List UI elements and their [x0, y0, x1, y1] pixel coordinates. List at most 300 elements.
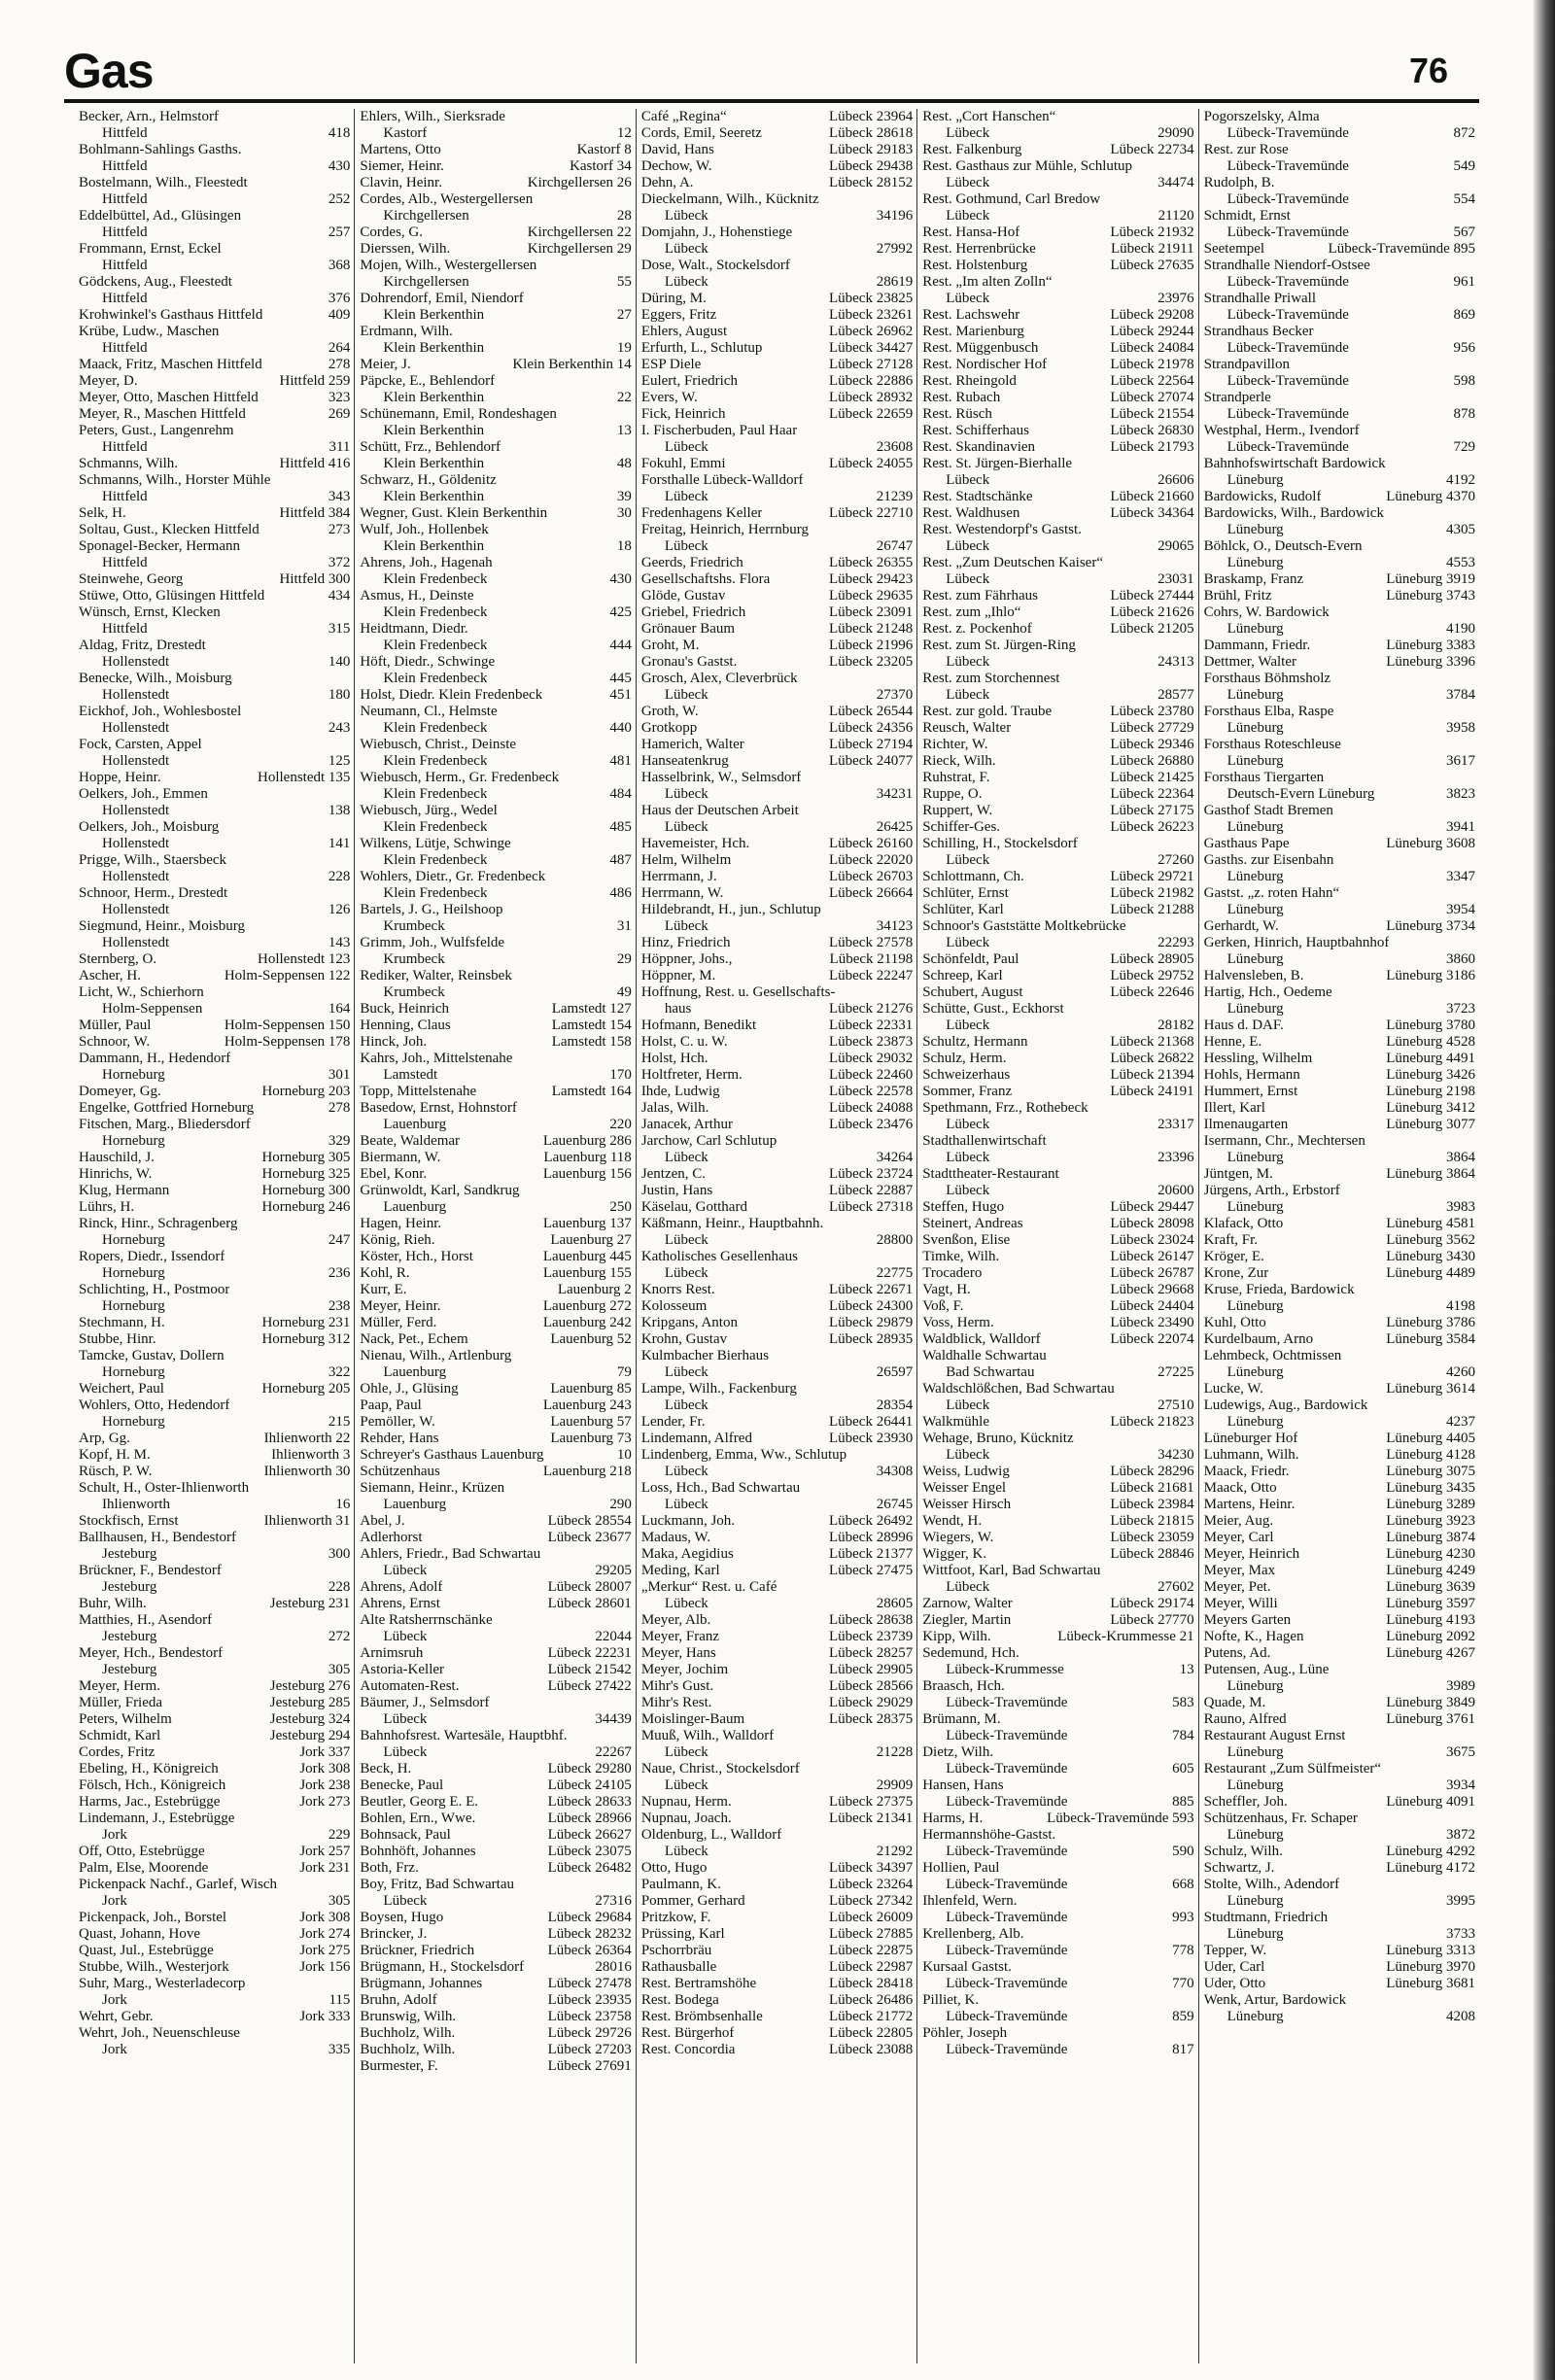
- listing-phone: 486: [609, 885, 632, 901]
- listing-line: [641, 654, 913, 671]
- listing-line: [360, 935, 631, 951]
- listing-name: Meier, J.: [360, 357, 411, 372]
- listing-line: [1204, 638, 1475, 654]
- listing-phone: Lüneburg 3681: [1386, 1976, 1476, 1991]
- listing-phone: Lübeck 21660: [1110, 489, 1194, 504]
- listing-name: Pickenpack Nachf., Garlef, Wisch: [79, 1877, 278, 1892]
- listing-name: Hagen, Heinr.: [360, 1216, 442, 1231]
- listing-name: Schönfeldt, Paul: [922, 951, 1019, 967]
- listing-name: Kuhl, Otto: [1203, 1315, 1266, 1330]
- listing-phone: Lübeck 22646: [1110, 984, 1194, 1000]
- listing-phone: Jork 275: [299, 1943, 351, 1958]
- listing-name: Lübeck: [383, 1893, 428, 1909]
- page-number: 76: [1408, 51, 1448, 90]
- listing-name: Becker, Arn., Helmstorf: [79, 109, 219, 124]
- listing-name: Groth, W.: [640, 704, 699, 719]
- listing-line: [360, 1298, 631, 1315]
- listing-name: Quade, M.: [1203, 1695, 1266, 1710]
- listing-phone: Lüneburg 3289: [1386, 1497, 1476, 1512]
- listing-name: Kirchgellersen: [383, 208, 469, 224]
- listing-phone: 12: [616, 125, 632, 141]
- listing-name: Bad Schwartau: [946, 1364, 1035, 1380]
- listing-phone: Lübeck 26627: [547, 1827, 632, 1843]
- listing-name: Lübeck: [664, 1150, 708, 1165]
- listing-phone: 48: [616, 456, 632, 471]
- listing-line: [1204, 1662, 1475, 1678]
- listing-name: Ruhstrat, F.: [922, 770, 990, 785]
- listing-line: [922, 241, 1193, 258]
- listing-line: [1204, 1199, 1475, 1216]
- listing-phone: Lübeck 28905: [1110, 951, 1194, 967]
- listing-phone: Lübeck 27729: [1110, 720, 1194, 736]
- binding-edge: [1534, 0, 1555, 2380]
- listing-line: [360, 340, 631, 357]
- listing-name: Lübeck: [946, 1150, 990, 1165]
- listing-phone: Lüneburg 3412: [1386, 1100, 1476, 1116]
- listing-line: [79, 951, 350, 968]
- listing-line: [79, 1860, 350, 1877]
- listing-line: [922, 687, 1193, 704]
- listing-name: Meyer, Hch., Bendestorf: [79, 1645, 224, 1661]
- listing-name: Lübeck: [664, 1464, 708, 1479]
- listing-phone: 311: [328, 439, 351, 455]
- listing-phone: Jork 156: [299, 1959, 351, 1975]
- listing-line: [360, 753, 631, 770]
- listing-name: Benecke, Paul: [360, 1777, 444, 1793]
- listing-line: [79, 390, 350, 406]
- listing-name: Rehder, Hans: [360, 1431, 439, 1446]
- listing-name: Siemann, Heinr., Krüzen: [360, 1480, 505, 1496]
- listing-line: [79, 1117, 350, 1133]
- listing-line: [79, 1348, 350, 1364]
- listing-name: Svenßon, Elise: [922, 1232, 1011, 1248]
- listing-name: Kopf, H. M.: [79, 1447, 151, 1463]
- listing-phone: 322: [328, 1364, 351, 1380]
- listing-name: Oelkers, Joh., Moisburg: [79, 819, 220, 835]
- listing-line: [922, 1530, 1193, 1546]
- listing-line: [641, 1662, 913, 1678]
- listing-line: [922, 1133, 1193, 1150]
- listing-phone: 3617: [1446, 753, 1476, 769]
- listing-name: Krohwinkel's Gasthaus Hittfeld: [79, 307, 263, 323]
- listing-line: [79, 1183, 350, 1199]
- listing-name: Lübeck: [946, 125, 990, 141]
- listing-line: [79, 1546, 350, 1563]
- listing-line: [641, 770, 913, 786]
- listing-phone: 368: [328, 258, 351, 273]
- listing-line: [641, 2042, 913, 2058]
- listing-line: [360, 258, 631, 274]
- listing-line: [1204, 704, 1475, 720]
- listing-name: Stechmann, H.: [79, 1315, 165, 1330]
- listing-phone: Lübeck 27691: [547, 2058, 632, 2074]
- listing-phone: 30: [616, 505, 632, 521]
- listing-name: Lübeck-Travemünde: [946, 1695, 1068, 1710]
- listing-line: [1204, 1381, 1475, 1397]
- listing-name: Lübeck-Travemünde: [946, 2009, 1068, 2024]
- listing-name: Lender, Fr.: [640, 1414, 706, 1430]
- listing-line: [360, 852, 631, 869]
- listing-name: Krumbeck: [383, 951, 445, 967]
- listing-name: Rest. Holstenburg: [922, 258, 1028, 273]
- listing-phone: Lübeck 29905: [828, 1662, 914, 1677]
- listing-line: [1204, 1877, 1475, 1893]
- listing-name: Voss, Herm.: [922, 1315, 994, 1330]
- listing-name: Lübeck-Krummesse: [946, 1662, 1064, 1677]
- listing-name: Griebel, Friedrich: [640, 604, 746, 620]
- listing-name: König, Rieh.: [360, 1232, 435, 1248]
- listing-name: I. Fischerbuden, Paul Haar: [640, 423, 798, 438]
- listing-name: Düring, M.: [640, 291, 707, 306]
- listing-line: [360, 2042, 631, 2058]
- listing-name: Fick, Heinrich: [640, 406, 726, 422]
- listing-line: [1204, 1298, 1475, 1315]
- listing-line: [922, 390, 1193, 406]
- listing-line: [79, 1051, 350, 1067]
- listing-phone: 3723: [1446, 1001, 1476, 1017]
- listing-phone: 3675: [1446, 1744, 1476, 1760]
- listing-name: Hinrichs, W.: [79, 1166, 153, 1182]
- listing-name: Hohls, Hermann: [1203, 1067, 1300, 1083]
- listing-name: Lübeck-Travemünde: [946, 1844, 1068, 1859]
- listing-name: Dammann, Friedr.: [1203, 638, 1311, 653]
- listing-name: Klein Berkenthin: [383, 538, 485, 554]
- listing-phone: 993: [1172, 1910, 1194, 1925]
- listing-line: [1204, 1447, 1475, 1464]
- listing-name: Bohnhöft, Johannes: [360, 1844, 476, 1859]
- listing-name: Schreep, Karl: [922, 968, 1003, 983]
- listing-name: Holm-Seppensen: [102, 1001, 203, 1017]
- listing-phone: Lübeck 23205: [828, 654, 914, 670]
- listing-name: Lüneburg: [1227, 869, 1284, 884]
- listing-phone: Lauenburg 73: [550, 1431, 632, 1446]
- listing-name: Schützenhaus, Fr. Schaper: [1203, 1811, 1358, 1826]
- listing-phone: Lübeck 21341: [828, 1811, 914, 1826]
- listing-line: [360, 1827, 631, 1844]
- listing-phone: Lüneburg 3923: [1386, 1513, 1476, 1529]
- listing-line: [79, 555, 350, 571]
- listing-line: [922, 918, 1193, 935]
- listing-line: [79, 638, 350, 654]
- listing-line: [922, 571, 1193, 588]
- listing-name: Kurr, E.: [360, 1282, 407, 1297]
- listing-line: [641, 1910, 913, 1926]
- listing-name: Quast, Johann, Hove: [79, 1926, 200, 1942]
- listing-line: [79, 125, 350, 142]
- listing-name: Beate, Waldemar: [360, 1133, 461, 1149]
- listing-phone: 21228: [876, 1744, 914, 1760]
- listing-line: [1204, 1629, 1475, 1645]
- listing-phone: Lüneburg 3584: [1386, 1331, 1476, 1347]
- listing-phone: Horneburg 231: [261, 1315, 351, 1330]
- listing-name: Ehlers, August: [640, 324, 728, 339]
- listing-name: Heidtmann, Diedr.: [360, 621, 468, 637]
- listing-line: [922, 1877, 1193, 1893]
- listing-phone: Lübeck 27885: [828, 1926, 914, 1942]
- listing-line: [641, 2009, 913, 2025]
- listing-line: [360, 1645, 631, 1662]
- listing-line: [922, 1414, 1193, 1431]
- listing-line: [922, 2009, 1193, 2025]
- listing-phone: Lübeck 28152: [828, 175, 914, 190]
- listing-name: Klein Fredenbeck: [383, 753, 488, 769]
- listing-line: [360, 869, 631, 885]
- listing-line: [360, 1084, 631, 1100]
- listing-line: [79, 274, 350, 291]
- listing-line: [641, 1348, 913, 1364]
- listing-line: [641, 720, 913, 737]
- listing-line: [360, 687, 631, 704]
- listing-phone: 376: [328, 291, 351, 306]
- listing-line: [360, 1183, 631, 1199]
- listing-line: [79, 1480, 350, 1497]
- listing-phone: Lüneburg 3970: [1386, 1959, 1476, 1975]
- listing-phone: 3823: [1446, 786, 1476, 802]
- listing-line: [922, 191, 1193, 208]
- listing-name: Lübeck: [946, 852, 990, 868]
- listing-line: [922, 1282, 1193, 1298]
- listing-name: Licht, W., Schierhorn: [79, 984, 204, 1000]
- listing-phone: Lübeck 29174: [1110, 1596, 1194, 1611]
- listing-name: Kraft, Fr.: [1203, 1232, 1259, 1248]
- listing-name: Bahnhofswirtschaft Bardowick: [1203, 456, 1386, 471]
- listing-line: [922, 2042, 1193, 2058]
- listing-phone: Kastorf 8: [576, 142, 632, 157]
- listing-line: [641, 1001, 913, 1018]
- listing-line: [79, 1563, 350, 1579]
- listing-name: Martens, Otto: [360, 142, 441, 157]
- listing-name: Lübeck: [946, 687, 990, 703]
- listing-name: Klein Fredenbeck: [383, 819, 488, 835]
- listing-name: Brückner, F., Bendestorf: [79, 1563, 222, 1578]
- listing-line: [79, 902, 350, 918]
- listing-line: [922, 456, 1193, 472]
- listing-name: Abel, J.: [360, 1513, 405, 1529]
- listing-line: [360, 1629, 631, 1645]
- listing-phone: 34231: [876, 786, 914, 802]
- listing-phone: 445: [609, 671, 632, 686]
- listing-name: Mihr's Rest.: [640, 1695, 712, 1710]
- listing-line: [360, 1612, 631, 1629]
- listing-line: [1204, 1546, 1475, 1563]
- listing-name: Kruse, Frieda, Bardowick: [1203, 1282, 1355, 1297]
- listing-line: [922, 968, 1193, 984]
- listing-line: [360, 555, 631, 571]
- listing-line: [641, 109, 913, 125]
- listing-name: Seetempel: [1203, 241, 1265, 257]
- listing-phone: Lüneburg 2198: [1386, 1084, 1476, 1099]
- listing-phone: Lüneburg 4292: [1386, 1844, 1476, 1859]
- listing-line: [1204, 1513, 1475, 1530]
- listing-phone: Lübeck 23261: [828, 307, 914, 323]
- listing-phone: Lüneburg 3075: [1386, 1464, 1476, 1479]
- listing-phone: Lauenburg 272: [542, 1298, 632, 1314]
- listing-line: [922, 1711, 1193, 1728]
- listing-line: [1204, 1348, 1475, 1364]
- listing-line: [1204, 1315, 1475, 1331]
- listing-phone: Lübeck 26703: [828, 869, 914, 884]
- listing-phone: Lamstedt 127: [551, 1001, 632, 1017]
- listing-phone: 484: [609, 786, 632, 802]
- listing-phone: 3733: [1446, 1926, 1476, 1942]
- listing-line: [79, 1943, 350, 1959]
- listing-name: Wendt, H.: [922, 1513, 983, 1529]
- listing-phone: 372: [328, 555, 351, 570]
- listing-phone: Lübeck 29726: [547, 2025, 632, 2041]
- listing-line: [922, 1364, 1193, 1381]
- listing-name: Schünemann, Emil, Rondeshagen: [360, 406, 557, 422]
- listing-line: [641, 357, 913, 373]
- listing-name: Hollenstedt: [102, 902, 170, 917]
- listing-name: Grotkopp: [640, 720, 698, 736]
- listing-line: [641, 1761, 913, 1777]
- listing-line: [922, 1067, 1193, 1084]
- listing-name: Schütt, Frz., Behlendorf: [360, 439, 501, 455]
- listing-line: [79, 1381, 350, 1397]
- listing-name: Wenk, Artur, Bardowick: [1203, 1992, 1347, 2008]
- listing-name: Restaurant August Ernst: [1203, 1728, 1346, 1743]
- listing-name: Lübeck-Travemünde: [946, 1728, 1068, 1743]
- listing-name: Nienau, Wilh., Artlenburg: [360, 1348, 512, 1363]
- listing-name: Höppner, Johs.,: [640, 951, 733, 967]
- listing-name: Matthies, H., Asendorf: [79, 1612, 213, 1628]
- listing-phone: Lüneburg 3383: [1386, 638, 1476, 653]
- listing-line: [79, 984, 350, 1001]
- listing-line: [922, 357, 1193, 373]
- listing-name: Dietz, Wilh.: [922, 1744, 994, 1760]
- listing-line: [79, 1216, 350, 1232]
- listing-line: [1204, 1232, 1475, 1249]
- listing-name: Lauenburg: [383, 1199, 447, 1215]
- listing-phone: Lübeck 22805: [828, 2025, 914, 2041]
- listing-name: Lüneburg: [1227, 1414, 1284, 1430]
- listing-name: Ohle, J., Glüsing: [360, 1381, 459, 1397]
- listing-phone: 220: [609, 1117, 632, 1132]
- listing-phone: 21120: [1158, 208, 1194, 224]
- listing-phone: 278: [328, 1100, 351, 1116]
- listing-line: [360, 1563, 631, 1579]
- listing-name: Hasselbrink, W., Selmsdorf: [640, 770, 802, 785]
- listing-name: Bahnhofsrest. Wartesäle, Hauptbhf.: [360, 1728, 568, 1743]
- listing-line: [360, 1199, 631, 1216]
- listing-line: [79, 291, 350, 307]
- listing-phone: 34230: [1158, 1447, 1194, 1463]
- listing-name: Vagt, H.: [922, 1282, 971, 1297]
- listing-name: Dammann, H., Hedendorf: [79, 1051, 231, 1066]
- listing-line: [922, 704, 1193, 720]
- listing-name: Bohnsack, Paul: [360, 1827, 451, 1843]
- listing-name: Grosch, Alex, Cleverbrück: [640, 671, 798, 686]
- listing-line: [360, 1662, 631, 1678]
- listing-name: Ilmenaugarten: [1203, 1117, 1289, 1132]
- listing-line: [641, 1298, 913, 1315]
- listing-phone: Lübeck 23930: [828, 1431, 914, 1446]
- listing-phone: 3784: [1446, 687, 1476, 703]
- listing-name: Rest. Schifferhaus: [922, 423, 1029, 438]
- listing-phone: 23396: [1158, 1150, 1194, 1165]
- listing-phone: 434: [328, 588, 351, 604]
- listing-phone: Lüneburg 4091: [1386, 1794, 1476, 1810]
- listing-name: Rest. zur gold. Traube: [922, 704, 1053, 719]
- listing-phone: 329: [328, 1133, 351, 1149]
- listing-line: [79, 1067, 350, 1084]
- listing-line: [1204, 1133, 1475, 1150]
- listing-name: Meyer, Hans: [640, 1645, 716, 1661]
- listing-name: Rest. Bertramshöhe: [640, 1976, 757, 1991]
- listing-line: [79, 1761, 350, 1777]
- listing-name: Boy, Fritz, Bad Schwartau: [360, 1877, 514, 1892]
- listing-line: [360, 158, 631, 175]
- listing-phone: Lübeck 26364: [547, 1943, 632, 1958]
- listing-name: Lübeck: [383, 1744, 428, 1760]
- listing-line: [360, 1431, 631, 1447]
- listing-line: [922, 175, 1193, 191]
- listing-line: [641, 1711, 913, 1728]
- listing-name: Schilling, H., Stockelsdorf: [922, 836, 1078, 851]
- listing-line: [1204, 786, 1475, 803]
- listing-name: Hollenstedt: [102, 654, 170, 670]
- listing-name: Meyer, Pet.: [1203, 1579, 1271, 1595]
- listing-name: Steffen, Hugo: [922, 1199, 1005, 1215]
- listing-phone: 4553: [1446, 555, 1476, 570]
- listing-line: [79, 1464, 350, 1480]
- listing-name: Automaten-Rest.: [360, 1678, 460, 1694]
- listing-line: [79, 142, 350, 158]
- listing-phone: Lauenburg 156: [542, 1166, 632, 1182]
- listing-phone: 138: [328, 803, 351, 818]
- listing-phone: Lüneburg 4172: [1386, 1860, 1476, 1876]
- listing-name: Lüneburg: [1227, 720, 1284, 736]
- listing-phone: Lübeck 24084: [1110, 340, 1194, 356]
- listing-name: Brückner, Friedrich: [360, 1943, 475, 1958]
- listing-line: [922, 125, 1193, 142]
- listing-line: [922, 1844, 1193, 1860]
- listing-name: Waldblick, Walldorf: [922, 1331, 1041, 1347]
- listing-line: [79, 1827, 350, 1844]
- listing-name: Rüsch, P. W.: [79, 1464, 153, 1479]
- listing-phone: 29065: [1158, 538, 1194, 554]
- listing-phone: Jesteburg 231: [269, 1596, 351, 1611]
- listing-phone: Lübeck 28935: [828, 1331, 914, 1347]
- listing-name: Lührs, H.: [79, 1199, 135, 1215]
- listing-line: [922, 1216, 1193, 1232]
- listing-name: Strandhaus Becker: [1203, 324, 1314, 339]
- listing-phone: 869: [1453, 307, 1476, 323]
- listing-line: [641, 1315, 913, 1331]
- listing-line: [79, 505, 350, 522]
- listing-line: [922, 1084, 1193, 1100]
- listing-name: Fokuhl, Emmi: [640, 456, 726, 471]
- listing-name: Holst, Hch.: [640, 1051, 708, 1066]
- listing-phone: 3864: [1446, 1150, 1476, 1165]
- listing-name: Klein Berkenthin: [383, 423, 485, 438]
- listing-phone: 729: [1453, 439, 1476, 455]
- listing-phone: Jork 274: [299, 1926, 351, 1942]
- listing-phone: Lüneburg 4193: [1386, 1612, 1476, 1628]
- listing-line: [641, 1051, 913, 1067]
- listing-line: [1204, 1811, 1475, 1827]
- listing-line: [922, 1910, 1193, 1926]
- listing-name: Jork: [102, 1827, 127, 1843]
- listing-name: Biermann, W.: [360, 1150, 441, 1165]
- listing-line: [1204, 935, 1475, 951]
- listing-line: [922, 291, 1193, 307]
- listing-name: Lindemann, J., Estebrügge: [79, 1811, 235, 1826]
- listing-line: [922, 753, 1193, 770]
- listing-name: Schwarz, H., Göldenitz: [360, 472, 497, 488]
- listing-name: Lauenburg: [383, 1117, 447, 1132]
- listing-line: [922, 1431, 1193, 1447]
